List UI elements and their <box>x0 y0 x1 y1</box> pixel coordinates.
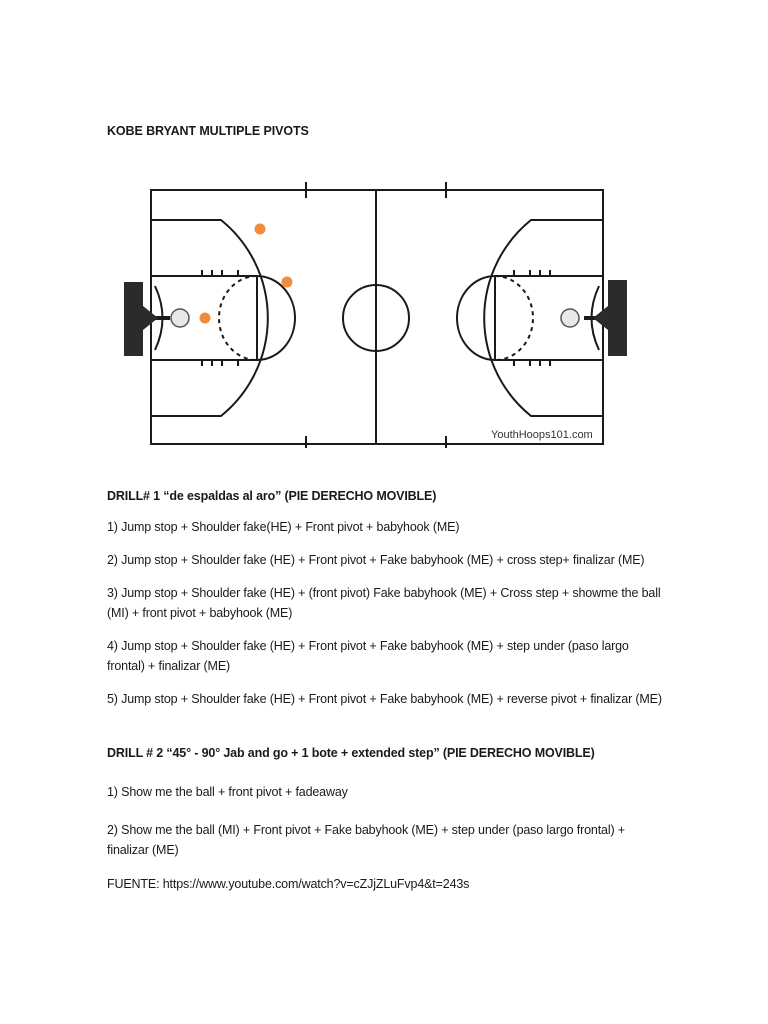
drill1-heading: DRILL# 1 “de espaldas al aro” (PIE DERECHO MOVIBLE) <box>107 489 437 503</box>
source-link[interactable]: FUENTE: https://www.youtube.com/watch?v=cZJjZLuFvp4&t=243s <box>107 877 470 891</box>
left-free-throw-arc-dashed <box>219 276 257 360</box>
drill1-item: 5) Jump stop + Shoulder fake (HE) + Front pivot + Fake babyhook (ME) + reverse pivot + finalizar (ME) <box>107 692 662 706</box>
left-free-throw-arc <box>257 276 295 360</box>
right-backboard-stand <box>608 280 627 356</box>
drill1-item: 3) Jump stop + Shoulder fake (HE) + (front pivot) Fake babyhook (ME) + Cross step + showme the ball (MI) + front pivot + babyhook (ME) <box>107 586 661 620</box>
right-hoop <box>561 309 579 327</box>
player-marker <box>282 277 293 288</box>
drill1-item: 2) Jump stop + Shoulder fake (HE) + Front pivot + Fake babyhook (ME) + cross step+ finalizar (ME) <box>107 553 645 567</box>
basketball-court-diagram <box>118 178 638 448</box>
drill2-heading: DRILL # 2 “45° - 90° Jab and go + 1 bote + extended step” (PIE DERECHO MOVIBLE) <box>107 746 595 760</box>
left-hoop <box>171 309 189 327</box>
left-backboard-stand <box>124 282 143 356</box>
player-marker <box>255 224 266 235</box>
court-watermark: YouthHoops101.com <box>491 429 593 441</box>
drill1-item: 4) Jump stop + Shoulder fake (HE) + Front pivot + Fake babyhook (ME) + step under (paso largo frontal) + finalizar (ME) <box>107 639 629 673</box>
document-title: KOBE BRYANT MULTIPLE PIVOTS <box>107 124 309 138</box>
drill2-item: 1) Show me the ball + front pivot + fadeaway <box>107 785 348 799</box>
court-svg <box>118 178 638 448</box>
right-free-throw-arc-dashed <box>495 276 533 360</box>
drill2-item: 2) Show me the ball (MI) + Front pivot + Fake babyhook (ME) + step under (paso largo frontal) + finalizar (ME) <box>107 823 625 857</box>
right-free-throw-arc <box>457 276 495 360</box>
drill1-item: 1) Jump stop + Shoulder fake(HE) + Front pivot + babyhook (ME) <box>107 520 460 534</box>
player-marker <box>200 313 211 324</box>
